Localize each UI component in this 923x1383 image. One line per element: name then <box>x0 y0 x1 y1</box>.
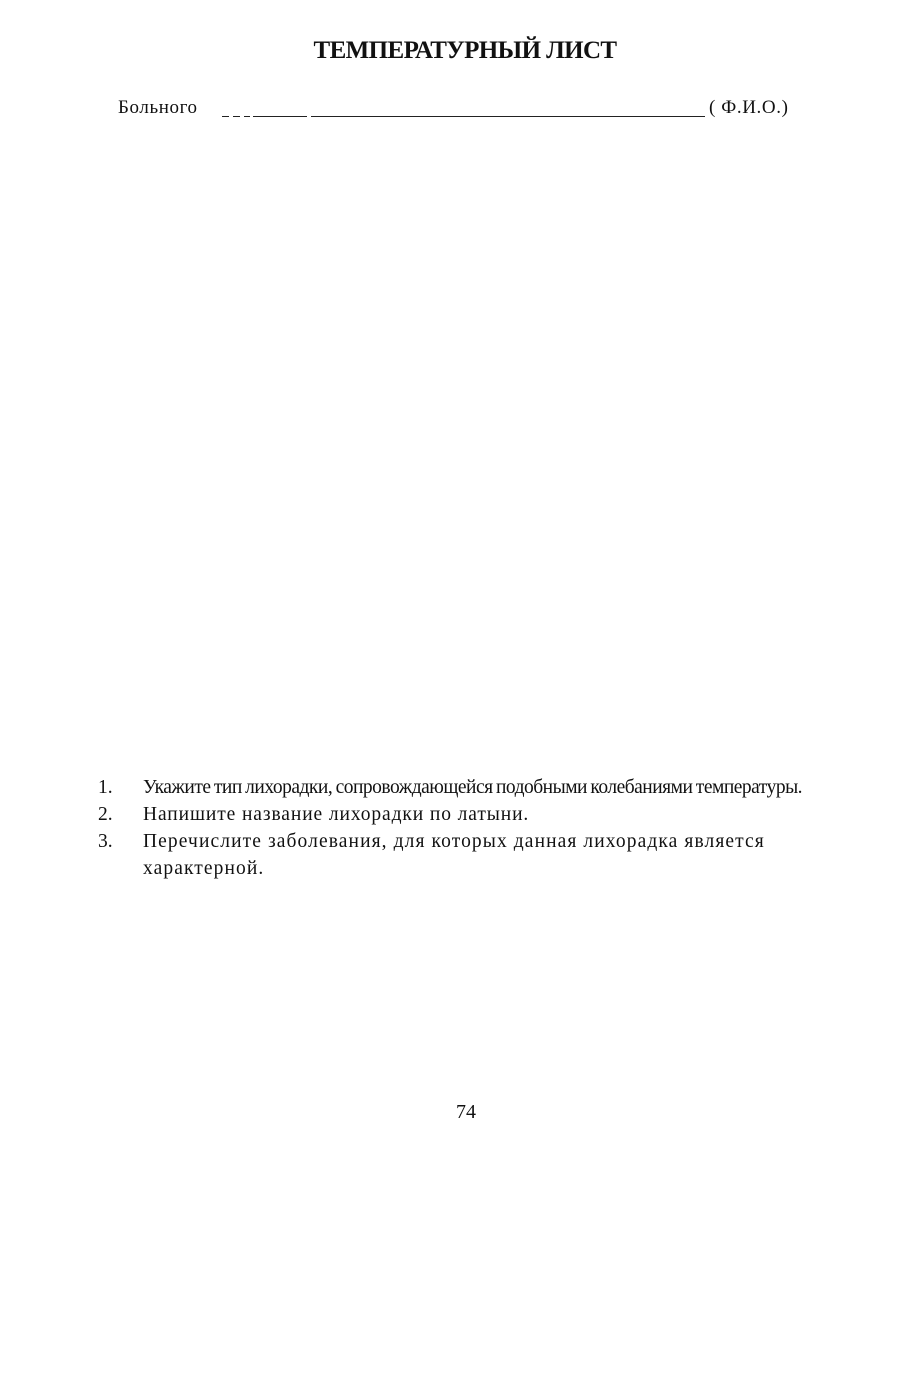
blank-dash <box>244 116 250 117</box>
patient-name-hint: ( Ф.И.О.) <box>709 97 789 118</box>
page-title: ТЕМПЕРАТУРНЫЙ ЛИСТ <box>313 37 617 64</box>
question-item <box>98 828 838 882</box>
question-text: Укажите тип лихорадки, сопровождающейся подобными колебаниями температуры. <box>143 777 803 798</box>
blank-dash <box>222 116 229 117</box>
patient-name-blank <box>311 116 705 117</box>
question-text: Перечислите заболевания, для которых данная лихорадка является характерной. <box>143 831 765 879</box>
page-number: 74 <box>456 1101 476 1123</box>
patient-name-line <box>118 94 818 122</box>
question-number: 2. <box>98 804 113 825</box>
questions-list <box>98 774 838 882</box>
temperature-chart-area <box>100 140 830 760</box>
question-number: 1. <box>98 777 113 798</box>
blank-dash <box>253 116 307 117</box>
question-item <box>98 801 838 828</box>
question-item <box>98 774 838 801</box>
question-text: Напишите название лихорадки по латыни. <box>143 804 530 825</box>
blank-dash <box>233 116 240 117</box>
patient-label: Больного <box>118 97 198 118</box>
question-number: 3. <box>98 831 113 852</box>
